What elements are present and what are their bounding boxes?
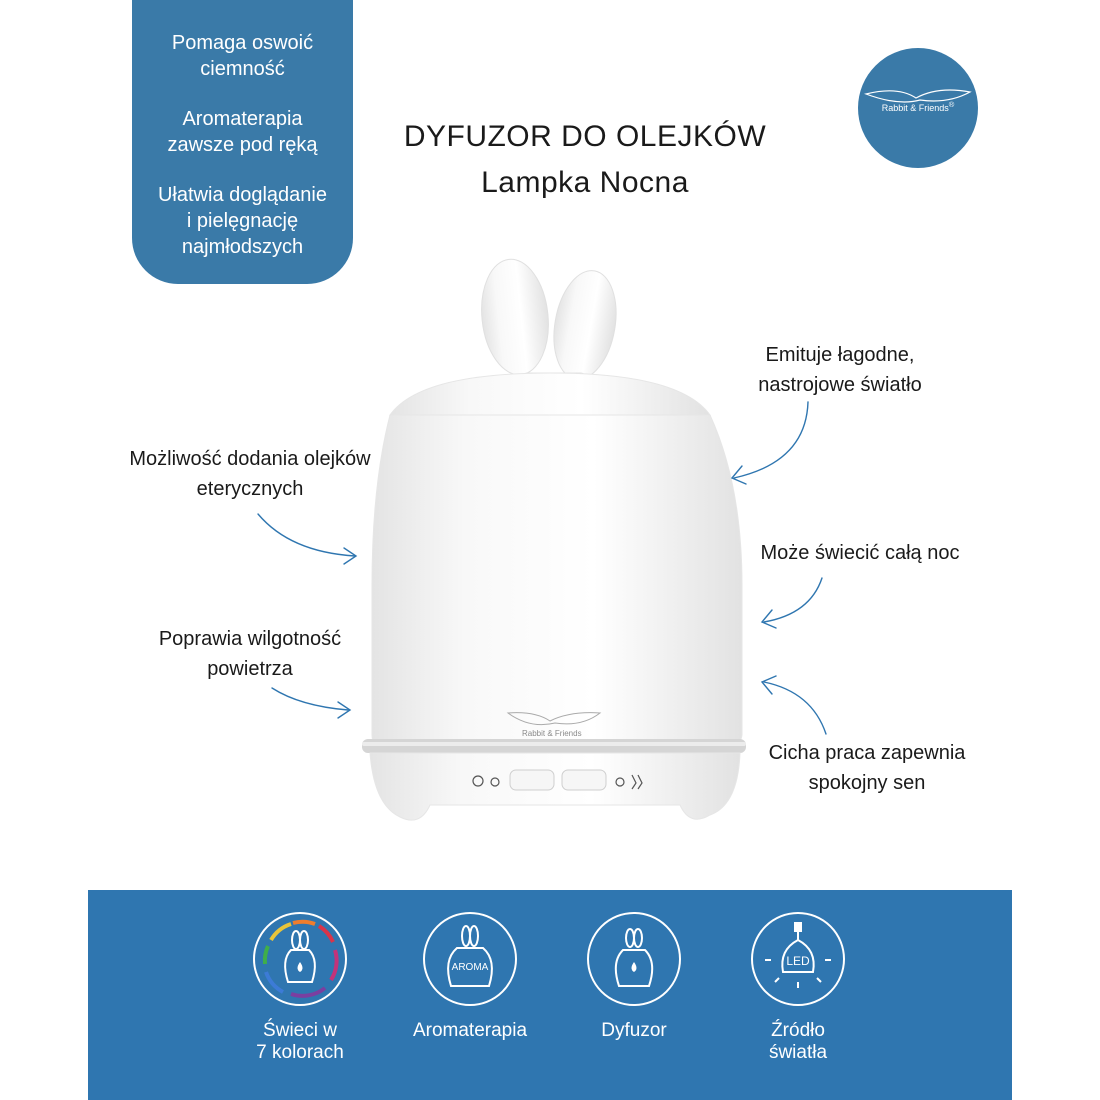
logo-text: Rabbit & Friends® <box>881 100 955 113</box>
led-bulb-icon <box>749 910 847 1008</box>
page-subtitle: Lampka Nocna <box>481 166 689 199</box>
callout-soft-light: Emituje łagodne, nastrojowe światło <box>758 344 922 396</box>
benefit-item: Aromaterapia zawsze pod ręką <box>167 108 318 156</box>
svg-text:LED: LED <box>786 954 810 968</box>
diffuser-rabbit-icon <box>585 910 683 1008</box>
rainbow-rabbit-icon <box>251 910 349 1008</box>
feature-label: Źródło światła <box>768 1020 828 1063</box>
callout-humidity: Poprawia wilgotność powietrza <box>158 628 342 680</box>
feature-label: Świeci w 7 kolorach <box>256 1020 344 1063</box>
benefit-item: Pomaga oswoić ciemność <box>171 32 314 80</box>
feature-label: Dyfuzor <box>601 1020 667 1041</box>
feature-light-source <box>728 910 868 1064</box>
aroma-rabbit-icon <box>421 910 519 1008</box>
callout-quiet: Cicha praca zapewnia spokojny sen <box>768 742 966 794</box>
product-brand-text: Rabbit & Friends <box>522 729 582 738</box>
callout-essential-oils: Możliwość dodania olejków eterycznych <box>129 448 371 500</box>
feature-seven-colors <box>230 910 370 1064</box>
benefit-item: Ułatwia doglądanie i pielęgnację najmłodszych <box>157 184 327 258</box>
callout-all-night: Może świecić całą noc <box>760 542 960 564</box>
feature-aromatherapy <box>400 910 540 1042</box>
page-title: DYFUZOR DO OLEJKÓW <box>403 120 767 153</box>
feature-diffuser <box>564 910 704 1042</box>
svg-text:AROMA: AROMA <box>451 962 489 973</box>
feature-label: Aromaterapia <box>412 1020 528 1041</box>
features-band <box>88 890 1012 1100</box>
